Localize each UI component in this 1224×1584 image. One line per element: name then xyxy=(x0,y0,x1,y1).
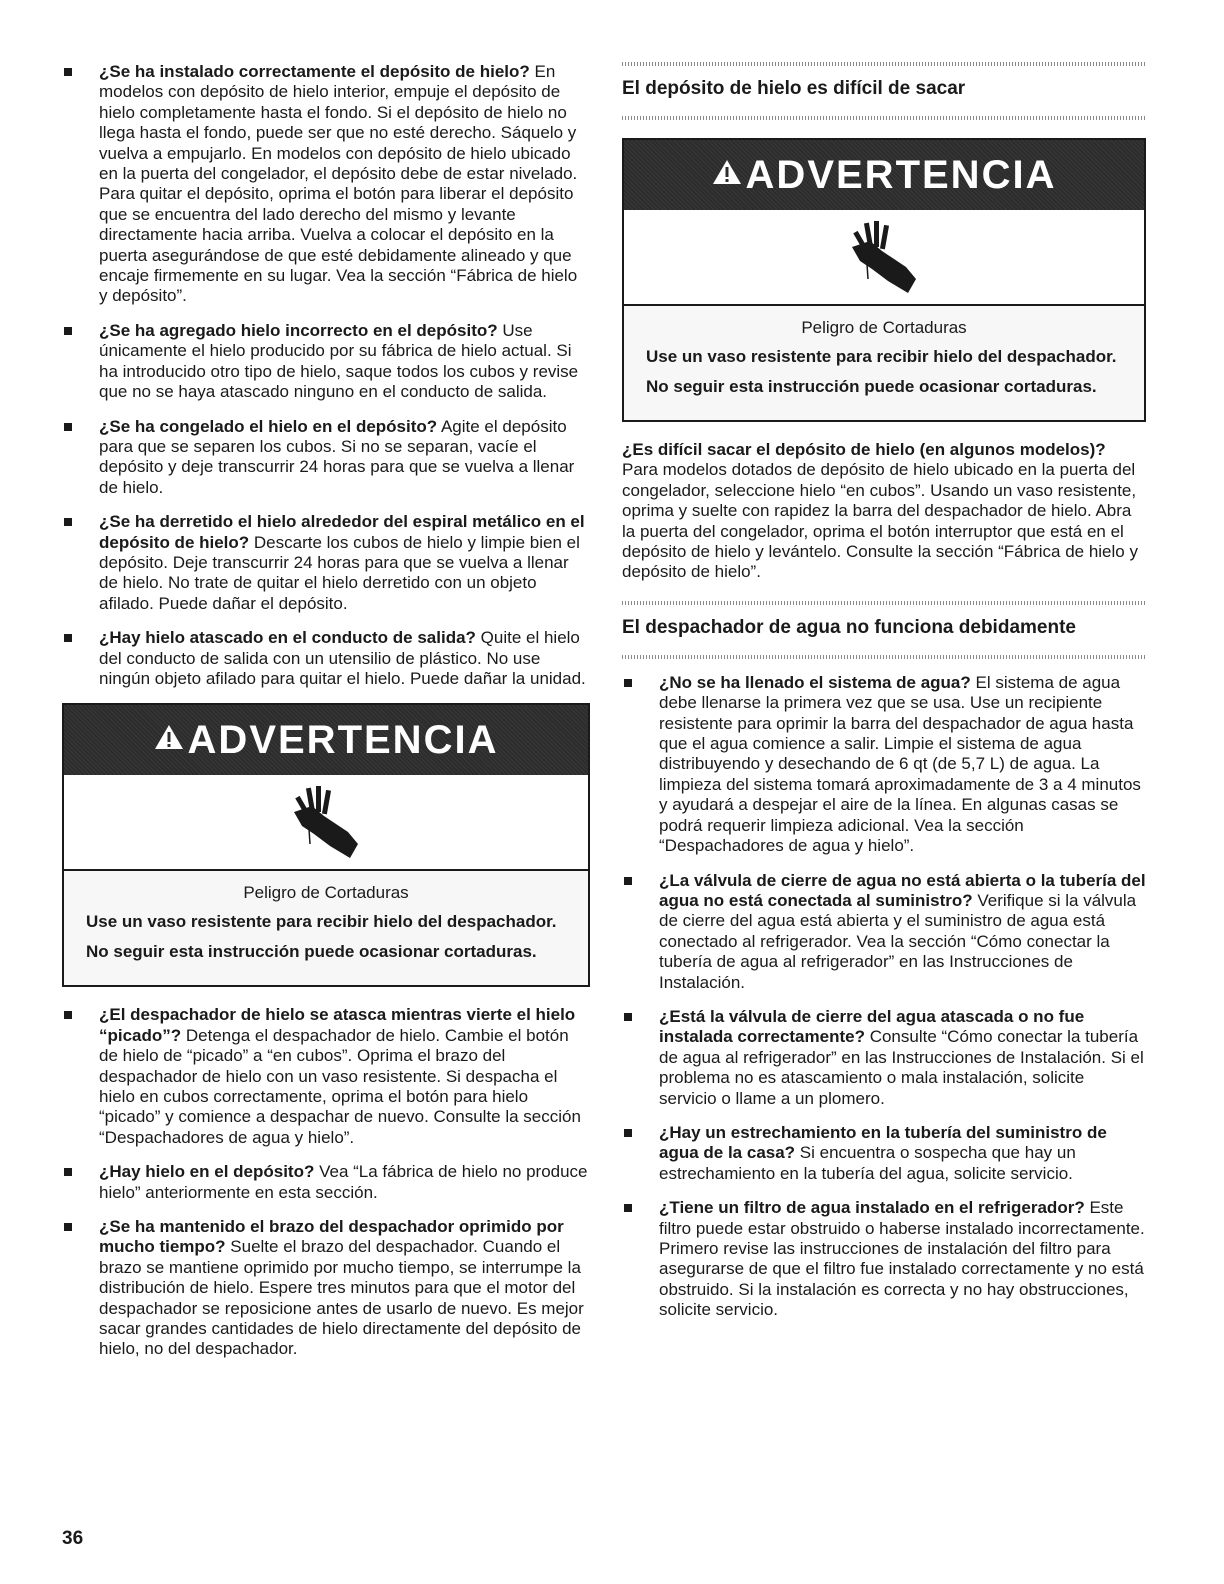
list-item: ¿Se ha congelado el hielo en el depósito? Agite el depósito para que se separen los cubos. Si no se separan, vacíe el depósito y deje transcurrir 24 horas para que se vuelva a llenar de hielo. xyxy=(62,417,590,499)
hazard-title: Peligro de Cortaduras xyxy=(243,883,409,903)
warning-triangle-icon xyxy=(712,157,742,194)
list-item: ¿La válvula de cierre de agua no está abierta o la tubería del agua no está conectada al suministro? Verifique si la válvula de cierre del agua está abierta y el suministro de agua está conectado al refrigerador. Vea la sección “Cómo conectar la tubería de agua al refrigerador” en las Instrucciones de Instalación. xyxy=(622,871,1146,993)
warning-header xyxy=(64,705,588,775)
list-item: ¿Se ha derretido el hielo alrededor del espiral metálico en el depósito de hielo? Descarte los cubos de hielo y limpie bien el depósito. Deje transcurrir 24 horas para que se vuelva a llenar de hielo. No trate de quitar el hielo derretido con un objeto afilado. Puede dañar el depósito. xyxy=(62,512,590,614)
ice-bin-checklist xyxy=(62,62,590,689)
warning-consequence: No seguir esta instrucción puede ocasionar cortaduras. xyxy=(646,377,1097,396)
list-item: ¿Se ha instalado correctamente el depósito de hielo? En modelos con depósito de hielo interior, empuje el depósito de hielo completamente hasta el fondo. Si el depósito de hielo no llega hasta el fondo, puede ser que no esté derecho. Sáquelo y vuelva a empujarlo. En modelos con depósito de hielo ubicado en la puerta del congelador, el depósito debe de estar nivelado. Para quitar el depósito, oprima el botón para liberar el depósito que se encuentra del lado derecho del mismo y levante directamente hacia arriba. Vuelva a colocar el depósito en la puerta asegurándose de que esté debidamente alineado y que encaje firmemente en su lugar. Vea la sección “Fábrica de hielo y depósito”. xyxy=(62,62,590,307)
page-number: 36 xyxy=(62,1528,84,1549)
warning-body xyxy=(624,306,1144,420)
warning-box xyxy=(62,703,590,987)
warning-instruction: Use un vaso resistente para recibir hielo del despachador. xyxy=(646,347,1117,366)
warning-box xyxy=(622,138,1146,422)
hazard-symbol-area xyxy=(64,775,588,871)
warning-title: ADVERTENCIA xyxy=(745,152,1057,197)
section-rule xyxy=(622,116,1146,120)
warning-body xyxy=(64,871,588,985)
list-item: ¿Se ha mantenido el brazo del despachador oprimido por mucho tiempo? Suelte el brazo del despachador. Cuando el brazo se mantiene oprimido por mucho tiempo, se interrumpe la distribución de hielo. Espere tres minutos para que el motor del despachador se reposicione antes de usarlo de nuevo. Es mejor sacar grandes cantidades de hielo directamente del depósito de hielo, no del despachador. xyxy=(62,1217,590,1360)
warning-instruction: Use un vaso resistente para recibir hielo del despachador. xyxy=(86,912,557,932)
warning-title: ADVERTENCIA xyxy=(187,717,499,762)
warning-consequence: No seguir esta instrucción puede ocasionar cortaduras. xyxy=(86,942,537,962)
list-item: ¿Está la válvula de cierre del agua atascada o no fue instalada correctamente? Consulte “Cómo conectar la tubería de agua al refrigerador” en las Instrucciones de Instalación. Si el problema no es atascamiento o mala instalación, solicite servicio o llame a un plomero. xyxy=(622,1007,1146,1109)
left-column xyxy=(62,62,590,1374)
section-rule xyxy=(622,655,1146,659)
list-item: ¿Hay hielo en el depósito? Vea “La fábrica de hielo no produce hielo” anteriormente en esta sección. xyxy=(62,1162,590,1203)
warning-header xyxy=(624,140,1144,210)
list-item: ¿Hay un estrechamiento en la tubería del suministro de agua de la casa? Si encuentra o sospecha que hay un estrechamiento en la tubería del agua, solicite servicio. xyxy=(622,1123,1146,1184)
hazard-symbol-area xyxy=(624,210,1144,306)
list-item: ¿Hay hielo atascado en el conducto de salida? Quite el hielo del conducto de salida con un utensilio de plástico. No use ningún objeto afilado para quitar el hielo. Puede dañar la unidad. xyxy=(62,628,590,689)
list-item: ¿Se ha agregado hielo incorrecto en el depósito? Use únicamente el hielo producido por su fábrica de hielo actual. Si ha introducido otro tipo de hielo, saque todos los cubos y revise que no se haya atascado ninguno en el conducto de salida. xyxy=(62,321,590,403)
warning-triangle-icon xyxy=(154,722,184,759)
hazard-title: Peligro de Cortaduras xyxy=(801,318,967,337)
ice-bin-removal-paragraph: ¿Es difícil sacar el depósito de hielo (en algunos modelos)? Para modelos dotados de depósito de hielo ubicado en la puerta del congelador, seleccione hielo “en cubos”. Usando un vaso resistente, oprima y suelte con rapidez la barra del despachador de hielo. Abra la puerta del congelador, oprima el botón interruptor que está en el depósito de hielo y levántelo. Consulte la sección “Fábrica de hielo y depósito de hielo”. xyxy=(622,440,1138,582)
list-item: ¿El despachador de hielo se atasca mientras vierte el hielo “picado”? Detenga el despachador de hielo. Cambie el botón de hielo de “picado” a “en cubos”. Oprima el brazo del despachador de hielo con un vaso resistente. Si despacha el hielo en cubos correctamente, oprima el botón para hielo “picado” y comience a despachar de nuevo. Consulte la sección “Despachadores de agua y hielo”. xyxy=(62,1005,590,1148)
cut-hand-icon xyxy=(286,782,366,862)
right-column xyxy=(622,62,1146,1335)
list-item: ¿No se ha llenado el sistema de agua? El sistema de agua debe llenarse la primera vez que se usa. Use un recipiente resistente para oprimir la barra del despachador de agua hasta que el agua comience a salir. Limpie el sistema de agua distribuyendo y desechando de 6 qt (de 5,7 L) de agua. La limpieza del sistema tomará aproximadamente de 3 a 4 minutos y ayudará a despejar el aire de la línea. En algunas casas se podrá requerir limpieza adicional. Vea la sección “Despachadores de agua y hielo”. xyxy=(622,673,1146,857)
cut-hand-icon xyxy=(844,217,924,297)
dispenser-checklist xyxy=(62,1005,590,1360)
section-heading: El despachador de agua no funciona debidamente xyxy=(622,616,1076,638)
list-item: ¿Tiene un filtro de agua instalado en el refrigerador? Este filtro puede estar obstruido o haberse instalado incorrectamente. Primero revise las instrucciones de instalación del filtro para asegurarse de que el filtro fue instalado correctamente y no está obstruido. Si la instalación es correcta y no hay obstrucciones, solicite servicio. xyxy=(622,1198,1146,1320)
section-heading: El depósito de hielo es difícil de sacar xyxy=(622,78,966,99)
water-dispenser-checklist xyxy=(622,673,1146,1321)
